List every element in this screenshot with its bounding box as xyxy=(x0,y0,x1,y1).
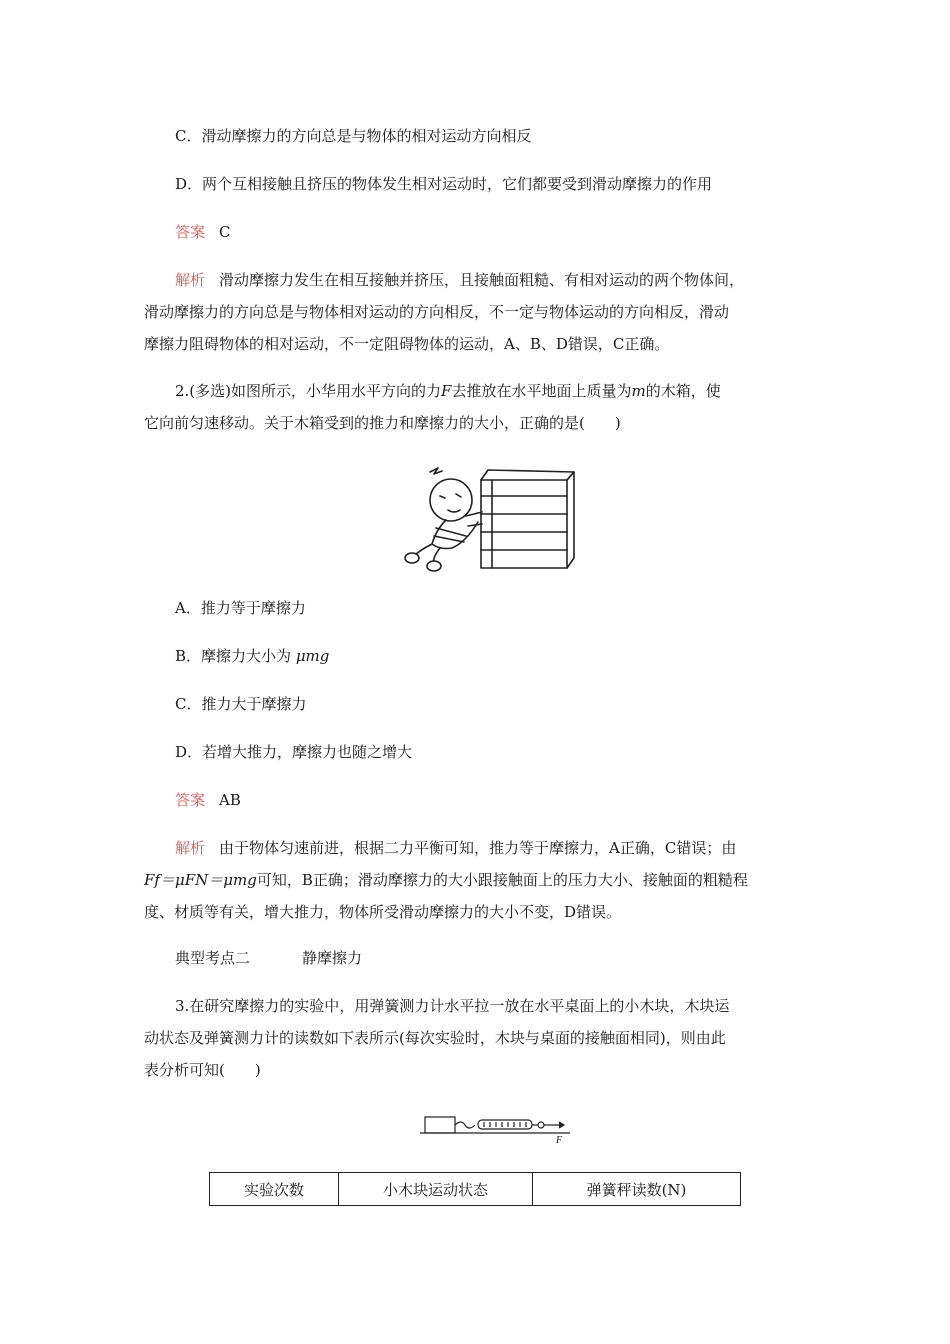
answer-label-q2: 答案 xyxy=(175,791,206,809)
data-table xyxy=(209,1172,741,1206)
analysis-line-2: 滑动摩擦力的方向总是与物体相对运动的方向相反，不一定与物体运动的方向相反，滑动 xyxy=(144,303,730,321)
table-header-cell: 小木块运动状态 xyxy=(339,1173,533,1206)
option-c-q2: C．推力大于摩擦力 xyxy=(175,695,307,713)
question-3-line-2: 动状态及弹簧测力计的读数如下表所示(每次实验时，木块与桌面的接触面相同)，则由此 xyxy=(144,1029,726,1047)
option-a: A．推力等于摩擦力 xyxy=(175,599,306,617)
answer-line-q2 xyxy=(175,789,241,811)
question-2-text-b: 去推放在水平地面上质量为 xyxy=(451,382,632,400)
option-b-formula: μmg xyxy=(295,647,330,665)
option-d: D．两个互相接触且挤压的物体发生相对运动时，它们都要受到滑动摩擦力的作用 xyxy=(175,175,713,193)
analysis-line-1 xyxy=(175,269,744,291)
table-header-cell: 弹簧秤读数(N) xyxy=(533,1173,741,1206)
question-2-text-a: 2.(多选)如图所示，小华用水平方向的力 xyxy=(175,382,442,400)
answer-value: C xyxy=(219,223,231,241)
analysis-line-3: 摩擦力阻碍物体的相对运动，不一定阻碍物体的运动，A、B、D错误，C正确。 xyxy=(144,335,670,353)
question-2-text-c: 的木箱，使 xyxy=(645,382,721,400)
question-3-line-3: 表分析可知( ) xyxy=(144,1061,261,1079)
option-b xyxy=(175,645,329,667)
analysis-q2-line-3: 度、材质等有关，增大推力，物体所受滑动摩擦力的大小不变，D错误。 xyxy=(144,903,622,921)
question-2-line-2: 它向前匀速移动。关于木箱受到的推力和摩擦力的大小，正确的是( ) xyxy=(144,414,621,432)
question-3-line-1: 3.在研究摩擦力的实验中，用弹簧测力计水平拉一放在水平桌面上的小木块，木块运 xyxy=(175,997,730,1015)
spring-scale-figure xyxy=(420,1107,570,1145)
analysis-q2-line-2-text: 可知，B正确；滑动摩擦力的大小跟接触面上的压力大小、接触面的粗糙程 xyxy=(256,871,748,889)
variable-m: m xyxy=(631,382,646,400)
friction-formula: Ff＝μFN＝μmg xyxy=(144,871,257,889)
answer-value-q2: AB xyxy=(219,791,241,809)
analysis-q2-line-2 xyxy=(144,869,748,891)
section-label: 典型考点二 xyxy=(175,949,251,967)
analysis-q2-text: 由于物体匀速前进，根据二力平衡可知，推力等于摩擦力，A正确，C错误；由 xyxy=(219,839,737,857)
option-d-q2: D．若增大推力，摩擦力也随之增大 xyxy=(175,743,413,761)
option-c: C．滑动摩擦力的方向总是与物体的相对运动方向相反 xyxy=(175,127,532,145)
analysis-label: 解析 xyxy=(175,271,206,289)
table-header-cell: 实验次数 xyxy=(210,1173,339,1206)
variable-f: F xyxy=(441,382,452,400)
answer-label: 答案 xyxy=(175,223,206,241)
question-2-line-1 xyxy=(175,380,721,402)
option-b-text: B．摩擦力大小为 xyxy=(175,647,292,665)
force-label: F xyxy=(556,1135,563,1145)
analysis-q2-line-1 xyxy=(175,837,736,859)
child-pushing-crate-figure xyxy=(396,458,588,576)
analysis-text: 滑动摩擦力发生在相互接触并挤压，且接触面粗糙、有相对运动的两个物体间， xyxy=(219,271,745,289)
analysis-label-q2: 解析 xyxy=(175,839,206,857)
table-header-row xyxy=(210,1173,741,1206)
answer-line xyxy=(175,221,231,243)
section-heading xyxy=(175,947,362,969)
section-title: 静摩擦力 xyxy=(302,949,363,967)
